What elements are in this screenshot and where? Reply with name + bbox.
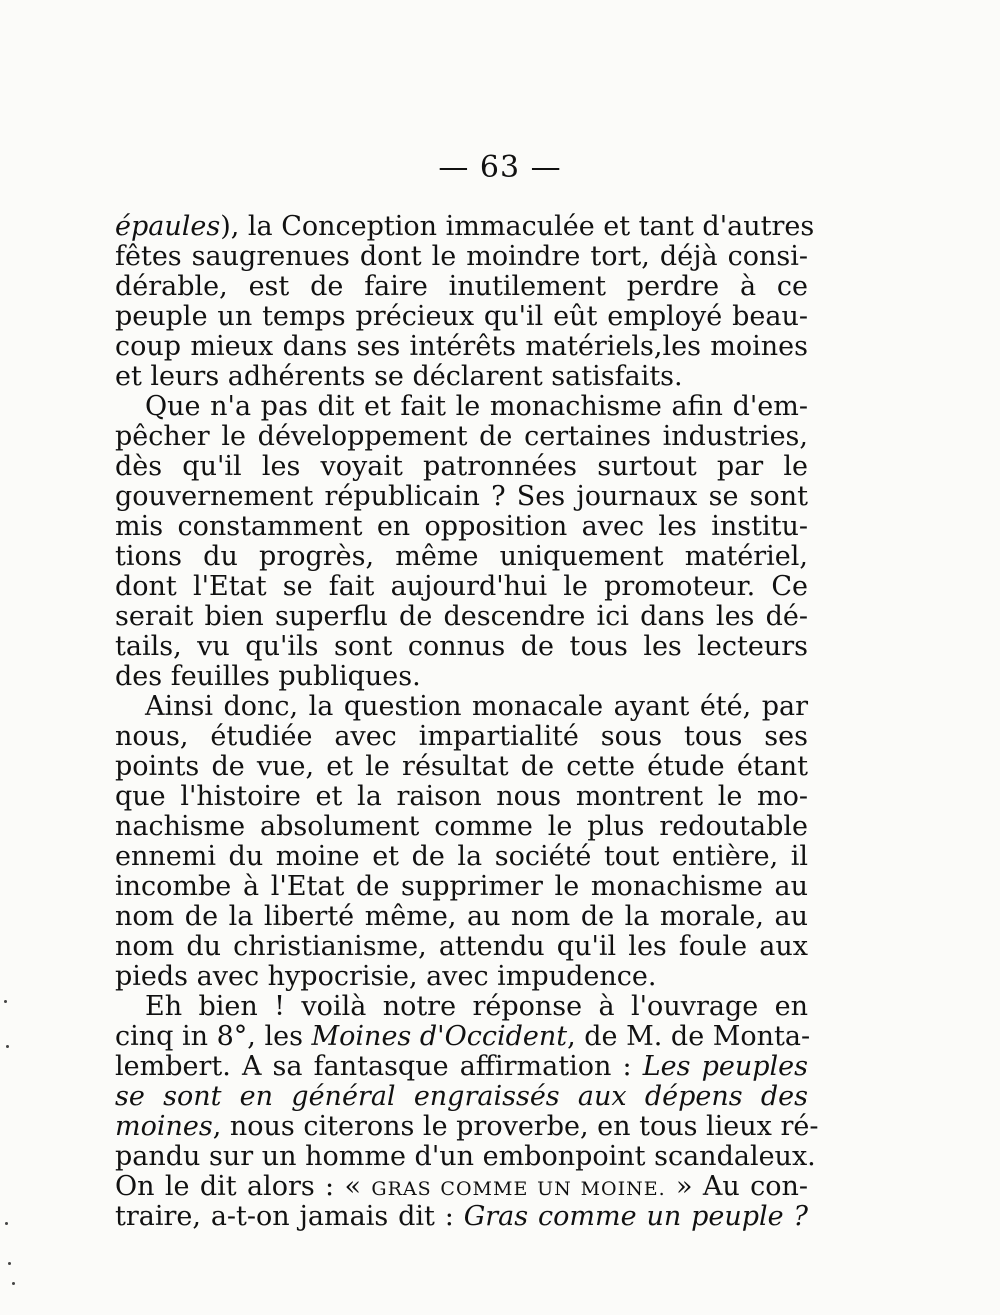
- text-segment: ), la Conception immaculée et tant d'autres: [220, 211, 815, 242]
- margin-speck: [6, 1045, 9, 1048]
- text-line: [115, 332, 808, 362]
- text-segment: cinq in 8°, les: [115, 1021, 312, 1052]
- text-segment: Eh bien ! voilà notre réponse à l'ouvrage en: [145, 991, 808, 1022]
- text-segment: Que n'a pas dit et fait le monachisme afin d'em-: [145, 391, 808, 422]
- text-line: [115, 242, 808, 272]
- text-segment: dont l'Etat se fait aujourd'hui le promoteur. Ce: [115, 571, 808, 602]
- text-line: [115, 1172, 808, 1202]
- text-segment: , nous citerons le proverbe, en tous lieux ré-: [212, 1111, 819, 1142]
- text-segment: des feuilles publiques.: [115, 661, 421, 692]
- text-line: [115, 692, 808, 722]
- margin-speck: [8, 1262, 11, 1265]
- text-segment: » Au con-: [665, 1171, 808, 1202]
- text-line: [115, 722, 808, 752]
- text-line: [115, 542, 808, 572]
- text-segment: coup mieux dans ses intérêts matériels,les moines: [115, 331, 808, 362]
- text-line: [115, 1052, 808, 1082]
- text-segment: points de vue, et le résultat de cette étude étant: [115, 751, 808, 782]
- text-segment: fêtes saugrenues dont le moindre tort, déjà consi-: [115, 241, 808, 272]
- text-segment: dès qu'il les voyait patronnées surtout par le: [115, 451, 808, 482]
- text-line: [115, 452, 808, 482]
- text-segment: nachisme absolument comme le plus redoutable: [115, 811, 808, 842]
- text-segment: , de M. de Monta-: [567, 1021, 811, 1052]
- text-line: [115, 872, 808, 902]
- italic-text: Les peuples: [642, 1051, 808, 1082]
- text-line: [115, 1111, 819, 1142]
- text-segment: tails, vu qu'ils sont connus de tous les lecteurs: [115, 631, 808, 662]
- italic-text: Moines d'Occident: [311, 1021, 568, 1052]
- text-line: [115, 632, 808, 662]
- italic-text: moines: [115, 1111, 213, 1142]
- margin-speck: [4, 1000, 7, 1003]
- italic-text: épaules: [115, 211, 221, 242]
- text-segment: mis constamment en opposition avec les institu-: [115, 511, 808, 542]
- text-segment: serait bien superflu de descendre ici dans les dé-: [115, 601, 808, 632]
- text-line: [115, 572, 808, 602]
- page-number: — 63 —: [438, 150, 562, 185]
- text-line: [115, 1021, 811, 1052]
- small-caps-text: GRAS COMME UN MOINE.: [371, 1178, 666, 1200]
- text-line: [115, 362, 808, 392]
- text-segment: et leurs adhérents se déclarent satisfaits.: [115, 361, 683, 392]
- text-line: [115, 962, 808, 992]
- body-text: [115, 211, 819, 1232]
- text-segment: pieds avec hypocrisie, avec impudence.: [115, 961, 657, 992]
- text-line: [115, 272, 808, 302]
- text-line: [115, 422, 808, 452]
- margin-speck: [12, 1282, 15, 1285]
- text-segment: gouvernement républicain ? Ses journaux se sont: [115, 481, 808, 512]
- text-segment: On le dit alors : «: [115, 1171, 372, 1202]
- text-line: [115, 992, 808, 1022]
- text-segment: Ainsi donc, la question monacale ayant été, par: [145, 691, 808, 722]
- text-segment: que l'histoire et la raison nous montrent le mo-: [115, 781, 808, 812]
- italic-text: Gras comme un peuple ?: [463, 1201, 808, 1232]
- text-line: [115, 302, 808, 332]
- text-line: [115, 602, 808, 632]
- text-segment: pandu sur un homme d'un embonpoint scandaleux.: [115, 1141, 816, 1172]
- text-line: [115, 662, 808, 692]
- margin-speck: [5, 1222, 8, 1225]
- text-line: [115, 1141, 816, 1172]
- text-segment: dérable, est de faire inutilement perdre à ce: [115, 271, 808, 302]
- text-line: [115, 752, 808, 782]
- text-segment: lembert. A sa fantasque affirmation :: [115, 1051, 643, 1082]
- text-line: [115, 1202, 808, 1232]
- text-line: [115, 482, 808, 512]
- text-line: [115, 512, 808, 542]
- text-segment: nom du christianisme, attendu qu'il les foule aux: [115, 931, 808, 962]
- text-segment: incombe à l'Etat de supprimer le monachisme au: [115, 871, 808, 902]
- text-segment: nom de la liberté même, au nom de la morale, au: [115, 901, 808, 932]
- text-line: [115, 1082, 808, 1112]
- text-line: [115, 902, 808, 932]
- text-line: [115, 782, 808, 812]
- text-line: [115, 812, 808, 842]
- text-segment: peuple un temps précieux qu'il eût employé beau-: [115, 301, 808, 332]
- text-line: [115, 932, 808, 962]
- text-segment: tions du progrès, même uniquement matériel,: [115, 541, 808, 572]
- text-segment: traire, a-t-on jamais dit :: [115, 1201, 464, 1232]
- text-line: [115, 392, 808, 422]
- text-segment: ennemi du moine et de la société tout entière, il: [115, 841, 808, 872]
- text-line: [115, 842, 808, 872]
- text-line: [115, 211, 815, 242]
- text-segment: pêcher le développement de certaines industries,: [115, 421, 808, 452]
- text-segment: nous, étudiée avec impartialité sous tous ses: [115, 721, 808, 752]
- italic-text: se sont en général engraissés aux dépens des: [115, 1081, 808, 1112]
